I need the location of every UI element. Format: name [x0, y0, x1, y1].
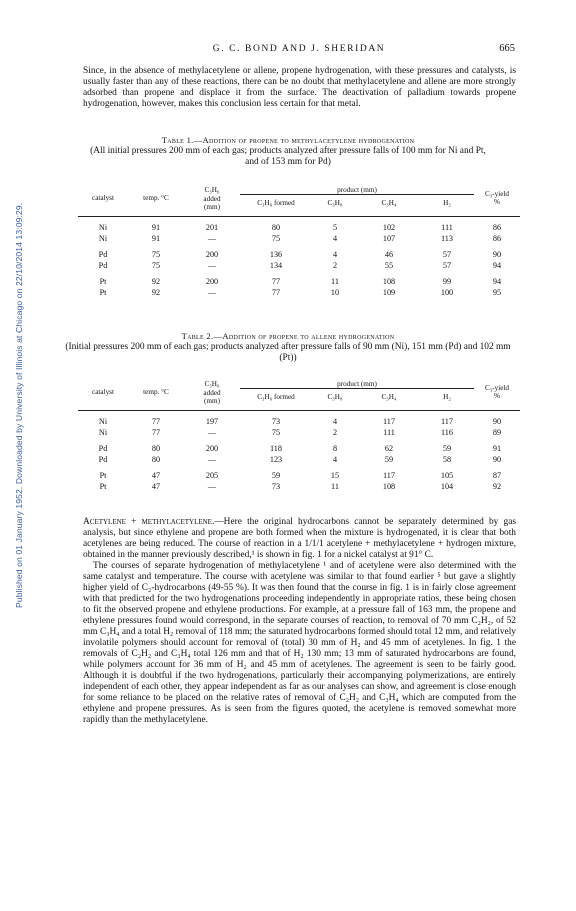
table-cell: 117 [383, 417, 395, 427]
table-cell: 92 [492, 481, 502, 491]
table-cell: 86 [492, 233, 502, 243]
col-header-added-gas: C₃H₆ [204, 186, 220, 195]
table-cell: 62 [384, 444, 394, 454]
table-cell: Ni [98, 233, 108, 243]
table-cell: 92 [151, 287, 161, 297]
table-cell: 4 [332, 250, 338, 260]
table-cell: 91 [151, 223, 161, 233]
col-header-c3h8: C₃H₈ [327, 198, 343, 207]
table-cell: 2 [332, 427, 338, 437]
table-cell: 197 [205, 417, 219, 427]
section-heading: Acetylene + methylacetylene. [83, 517, 215, 527]
table-row [78, 233, 520, 244]
body-text [83, 517, 516, 726]
table-cell: 136 [269, 250, 283, 260]
table2-title: Table 2.—Addition of propene to allene hydrogenation [181, 331, 395, 341]
col-header-product: product (mm) [240, 186, 474, 195]
table-cell: 77 [271, 277, 281, 287]
table-cell: 47 [151, 481, 161, 491]
table-row [78, 260, 520, 271]
table-cell: — [207, 260, 217, 270]
table-cell: 117 [383, 471, 395, 481]
col-header-temp: temp. °C [143, 388, 169, 397]
table-cell: 94 [492, 260, 502, 270]
table-cell: 91 [492, 444, 502, 454]
table-cell: 11 [331, 481, 339, 491]
table-cell: 105 [440, 471, 454, 481]
table-cell: 4 [332, 454, 338, 464]
table-cell: 77 [151, 417, 161, 427]
table-cell: 92 [151, 277, 161, 287]
running-title: G. C. BOND AND J. SHERIDAN [212, 44, 386, 54]
table-cell: 113 [441, 233, 453, 243]
table-cell: 134 [269, 260, 283, 270]
table1 [78, 186, 520, 298]
col-header-yield-label: C₃-yield [484, 384, 510, 393]
table-cell: 201 [205, 223, 219, 233]
download-notice: Published on 01 January 1952. Downloaded by University of Illinois at Chicago on 22/10/2014 13:09:29. [14, 202, 24, 608]
table-cell: 100 [440, 287, 454, 297]
col-header-catalyst: catalyst [92, 388, 114, 397]
table-cell: 77 [271, 287, 281, 297]
table-cell: 102 [382, 223, 396, 233]
table-cell: 90 [492, 454, 502, 464]
table2 [78, 380, 520, 492]
table-cell: 5 [332, 223, 338, 233]
table-cell: 47 [151, 471, 161, 481]
table-cell: 90 [492, 250, 502, 260]
table-cell: Pt [99, 481, 107, 491]
table-cell: Pd [98, 444, 108, 454]
col-header-added-unit: (mm) [204, 396, 220, 405]
table-cell: 95 [492, 287, 502, 297]
col-header-yield-unit: % [494, 392, 500, 401]
table-cell: 75 [271, 427, 281, 437]
table-cell: 75 [151, 260, 161, 270]
table-cell: Pt [99, 287, 107, 297]
col-header-c3h8: C₃H₈ [327, 392, 343, 401]
table-cell: — [207, 427, 217, 437]
table-cell: 111 [441, 223, 453, 233]
table-cell: 108 [382, 277, 396, 287]
table1-title: Table 1.—Addition of propene to methylacetylene hydrogenation [161, 135, 415, 145]
table-cell: 111 [383, 427, 395, 437]
table-cell: Ni [98, 417, 108, 427]
table-cell: 58 [442, 454, 452, 464]
col-header-temp: temp. °C [143, 194, 169, 203]
table-cell: — [207, 454, 217, 464]
col-header-yield-label: C₃-yield [484, 190, 510, 199]
table-row [78, 471, 520, 482]
col-header-c3h4: C₃H₄ [381, 198, 397, 207]
table-row [78, 481, 520, 492]
table-cell: 57 [442, 260, 452, 270]
table-row [78, 444, 520, 455]
table-cell: 94 [492, 277, 502, 287]
table-cell: 116 [441, 427, 453, 437]
col-header-c3h6-formed: C₃H₆ formed [257, 392, 295, 401]
table-row [78, 250, 520, 261]
table2-subtitle: (Initial pressures 200 mm of each gas; products analyzed after pressure falls of 90 mm (Ni), 151 mm (Pd) and 102 mm (Pt)) [65, 342, 511, 364]
page-header [83, 44, 515, 58]
table-cell: 90 [492, 417, 502, 427]
table-cell: 4 [332, 417, 338, 427]
page-number: 665 [499, 43, 515, 54]
table-cell: 59 [442, 444, 452, 454]
table-cell: Pd [98, 454, 108, 464]
table-cell: 107 [382, 233, 396, 243]
col-header-h2: H₂ [443, 392, 451, 401]
table-cell: 108 [382, 481, 396, 491]
table-cell: 91 [151, 233, 161, 243]
section-paragraph-1: Acetylene + methylacetylene.—Here the original hydrocarbons cannot be separately determined by gas analysis, but since ethylene and propene are both formed when the mixture is hydrogenated, it is clear that both acetylenes are being reduced. The course of reaction in a 1/1/1 acetylene + methylacetylene + hydrogen mixture, obtained in the manner previously described,¹ is shown in fig. 1 for a nickel catalyst at 91° C. [83, 517, 517, 560]
table-cell: 200 [205, 277, 219, 287]
section-paragraph-2: The courses of separate hydrogenation of methylacetylene ¹ and of acetylene were also determined with the same catalyst and temperature. The course with acetylene was similar to that found earlier ⁵ but gave a slightly higher yield of C₂-hydrocarbons (49-55 %). It was then found that the course in fig. 1 is in fairly close agreement with that predicted for the two hydrogenations proceeding independently in appropriate ratios, these being chosen to fit the observed propene and ethylene productions. For example, at a pressure fall of 163 mm, the propene and ethylene pressures found would correspond, in the separate courses of reaction, to removal of 70 mm C₂H₂, of 52 mm C₃H₄ and a total H₂ removal of 118 mm; the saturated hydrocarbons formed should total 12 mm, and relatively involatile polymers should account for removal of (total) 30 mm of H₂ and 45 mm of acetylenes. In fig. 1 the removals of C₂H₂ and C₃H₄ total 126 mm and that of H₂ 130 mm; 13 mm of saturated hydrocarbons are found, while polymers account for 36 mm of H₂ and 45 mm of acetylenes. The agreement is seen to be fairly good. Although it is doubtful if the two hydrogenations, particularly their accompanying polymerizations, are entirely independent of each other, they appear independent as far as our analyses can show, and agreement is close enough for some reliance to be placed on the relative rates of removal of C₂H₂ and C₃H₄ which are computed from the ethylene and propene pressures. As is seen from the figures quoted, the acetylene is removed somewhat more rapidly than the methylacetylene. [83, 561, 516, 725]
col-header-product: product (mm) [240, 380, 474, 389]
table-cell: 15 [330, 471, 340, 481]
table-cell: Pd [98, 250, 108, 260]
table-cell: 123 [269, 454, 283, 464]
table-cell: 118 [270, 444, 282, 454]
table-cell: 2 [332, 260, 338, 270]
col-header-added-unit: (mm) [204, 202, 220, 211]
table-cell: 8 [332, 444, 338, 454]
table-cell: — [207, 287, 217, 297]
table-cell: 59 [271, 471, 281, 481]
table-cell: Ni [98, 427, 108, 437]
table-cell: 117 [441, 417, 453, 427]
table-row [78, 287, 520, 298]
table-cell: 205 [205, 471, 219, 481]
table-cell: 99 [442, 277, 452, 287]
table-cell: 104 [440, 481, 454, 491]
table-cell: 73 [271, 417, 281, 427]
table-cell: 87 [492, 471, 502, 481]
col-header-yield-unit: % [494, 198, 500, 207]
table-cell: — [207, 481, 217, 491]
table-cell: 109 [382, 287, 396, 297]
table-cell: 86 [492, 223, 502, 233]
table-cell: 73 [271, 481, 281, 491]
table-cell: 200 [205, 444, 219, 454]
table-cell: 80 [151, 444, 161, 454]
col-header-yield [474, 186, 520, 211]
table-cell: 75 [271, 233, 281, 243]
table-cell: 10 [330, 287, 340, 297]
table-cell: 77 [151, 427, 161, 437]
col-header-added-label: added [203, 194, 221, 203]
table-cell: Ni [98, 223, 108, 233]
table-cell: 11 [331, 277, 339, 287]
intro-paragraph: Since, in the absence of methylacetylene or allene, propene hydrogenation, with these pressures and catalysts, is usually faster than any of these reactions, there can be no doubt that methylacetylene and allene are more strongly adsorbed than propene and displace it from the surface. The deactivation of palladium towards propene hydrogenation, however, makes this conclusion less certain for that metal. [83, 66, 516, 109]
col-header-added-label: added [203, 388, 221, 397]
col-header-yield [474, 380, 520, 405]
table-cell: 46 [384, 250, 394, 260]
table-cell: Pt [99, 277, 107, 287]
col-header-catalyst: catalyst [92, 194, 114, 203]
table-row [78, 277, 520, 288]
table1-subtitle: (All initial pressures 200 mm of each gas; products analyzed after pressure falls of 100 mm for Ni and Pt, and of 153 mm for Pd) [90, 146, 486, 168]
table-cell: 200 [205, 250, 219, 260]
table2-caption [60, 331, 516, 365]
table-cell: 89 [492, 427, 502, 437]
table-row [78, 454, 520, 465]
col-header-c3h4: C₃H₄ [381, 392, 397, 401]
table-row [78, 417, 520, 428]
table-cell: 80 [151, 454, 161, 464]
table-row [78, 223, 520, 234]
col-header-added-gas: C₃H₆ [204, 380, 220, 389]
table-cell: 57 [442, 250, 452, 260]
table-cell: 55 [384, 260, 394, 270]
table-cell: 4 [332, 233, 338, 243]
col-header-h2: H₂ [443, 198, 451, 207]
table-cell: 59 [384, 454, 394, 464]
col-header-c3h6-formed: C₃H₆ formed [257, 198, 295, 207]
table-cell: Pd [98, 260, 108, 270]
table-cell: — [207, 233, 217, 243]
table-cell: 75 [151, 250, 161, 260]
table-row [78, 427, 520, 438]
table1-caption [60, 135, 516, 169]
table-cell: Pt [99, 471, 107, 481]
table-cell: 80 [271, 223, 281, 233]
